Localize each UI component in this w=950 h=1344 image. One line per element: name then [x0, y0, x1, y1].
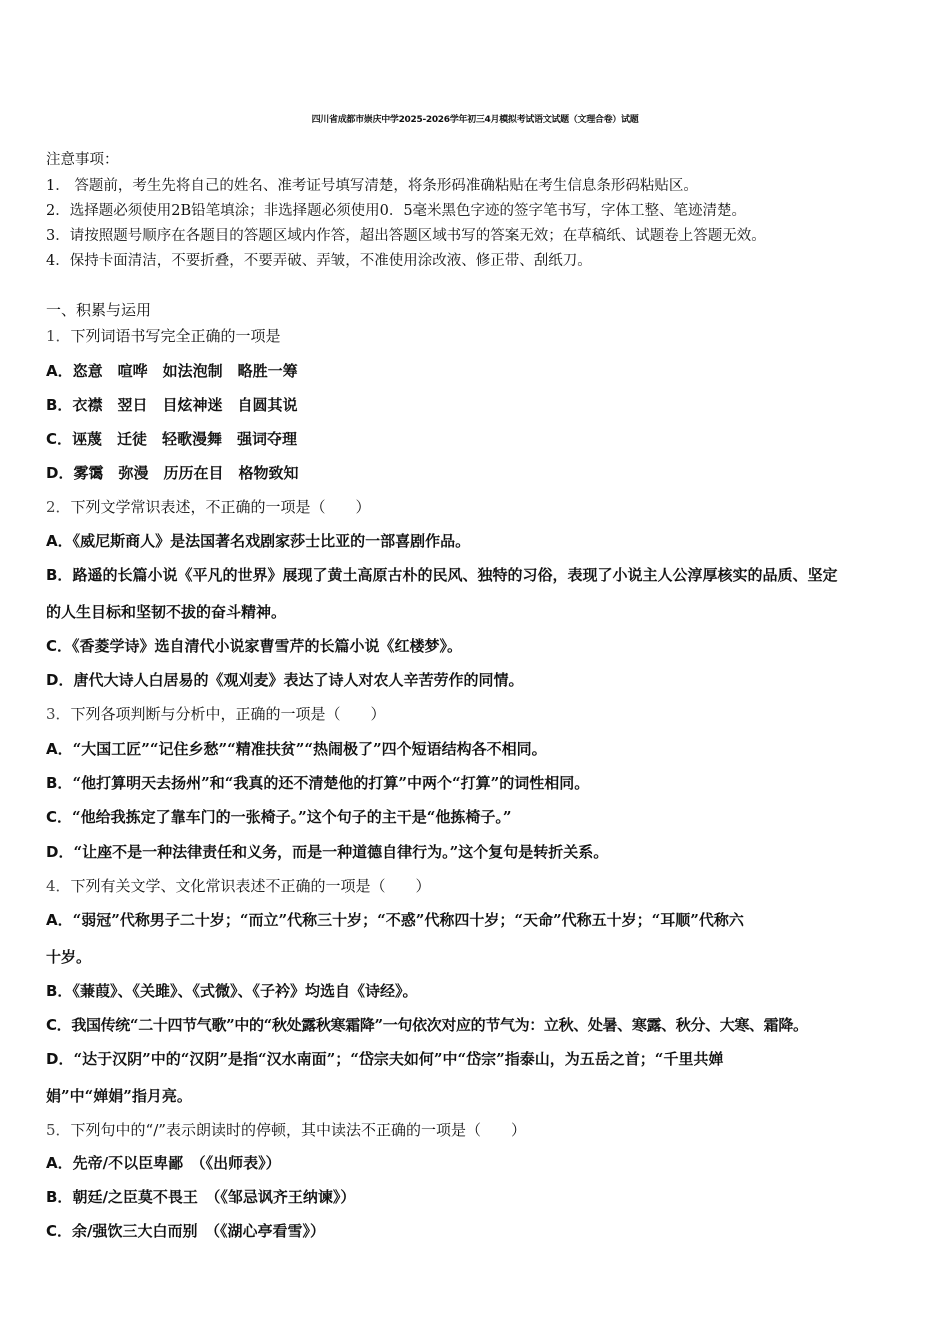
- option-label: D．: [46, 671, 74, 689]
- section-heading: 一、积累与运用: [46, 301, 152, 319]
- q3-option-b[interactable]: [46, 773, 589, 793]
- option-text: 我国传统“二十四节气歌”中的“秋处露秋寒霜降”一句依次对应的节气为：立秋、处暑、寒露、秋分、大寒、霜降。: [71, 1016, 808, 1034]
- q5-option-c[interactable]: [46, 1221, 325, 1241]
- question-number: 2．: [46, 498, 71, 516]
- q1-option-a[interactable]: [46, 361, 298, 381]
- option-label: A．: [46, 911, 73, 929]
- option-label: A．: [46, 1154, 73, 1172]
- option-text: 路遥的长篇小说《平凡的世界》展现了黄土高原古朴的民风、独特的习俗，表现了小说主人公淳厚核实的品质、坚定: [72, 566, 838, 584]
- option-text: 诬蔑 迁徒 轻歌漫舞 强词夺理: [72, 430, 298, 448]
- question-2: [46, 497, 371, 517]
- option-text: 《蒹葭》、《关雎》、《式微》、《子衿》均选自《诗经》。: [72, 982, 418, 1000]
- notice-heading: 注意事项：: [46, 152, 119, 168]
- question-1: [46, 326, 281, 346]
- q4-option-a-continued: 十岁。: [46, 948, 92, 966]
- q2-option-b[interactable]: [46, 565, 837, 585]
- notice-item: 4．保持卡面清洁，不要折叠，不要弄破、弄皱，不准使用涂改液、修正带、刮纸刀。: [46, 253, 592, 269]
- question-5: [46, 1120, 526, 1140]
- question-stem: 下列有关文学、文化常识表述不正确的一项是（ ）: [70, 877, 431, 895]
- question-stem: 下列各项判断与分析中，正确的一项是（ ）: [70, 705, 386, 723]
- option-label: C．: [46, 808, 73, 826]
- question-3: [46, 704, 386, 724]
- option-text: 恣意 喧哗 如法泡制 略胜一筹: [72, 362, 298, 380]
- option-text: 《香菱学诗》选自清代小说家曹雪芹的长篇小说《红楼梦》。: [72, 637, 463, 655]
- option-label: D．: [46, 1050, 74, 1068]
- option-label: B．: [46, 774, 73, 792]
- question-stem: 下列句中的“/”表示朗读时的停顿，其中读法不正确的一项是（ ）: [70, 1121, 526, 1139]
- option-label: C．: [46, 637, 73, 655]
- option-text: 《威尼斯商人》是法国著名戏剧家莎士比亚的一部喜剧作品。: [72, 532, 471, 550]
- option-label: C．: [46, 1222, 73, 1240]
- option-text: 衣襟 翌日 目炫神迷 自圆其说: [72, 396, 298, 414]
- q2-option-d[interactable]: [46, 670, 523, 690]
- q4-option-d[interactable]: [46, 1049, 723, 1069]
- option-text: “让座不是一种法律责任和义务，而是一种道德自律行为。”这个复句是转折关系。: [73, 843, 609, 861]
- q4-option-a[interactable]: [46, 910, 744, 930]
- option-label: A．: [46, 362, 73, 380]
- exam-title: 四川省成都市崇庆中学2025-2026学年初三4月模拟考试语文试题（文理合卷）试题: [311, 115, 639, 125]
- option-text: 余/强饮三大白而别 （《湖心亭看雪》）: [72, 1222, 325, 1240]
- option-label: D．: [46, 464, 74, 482]
- q3-option-c[interactable]: [46, 807, 512, 827]
- question-4: [46, 876, 431, 896]
- option-text: “弱冠”代称男子二十岁；“而立”代称三十岁；“不惑”代称四十岁；“天命”代称五十岁；“耳顺”代称六: [72, 911, 744, 929]
- q5-option-b[interactable]: [46, 1187, 355, 1207]
- option-text: 朝廷/之臣莫不畏王 （《邹忌讽齐王纳谏》）: [72, 1188, 356, 1206]
- option-label: A．: [46, 740, 73, 758]
- question-number: 1．: [46, 327, 71, 345]
- option-label: B．: [46, 396, 73, 414]
- q3-option-a[interactable]: [46, 739, 547, 759]
- option-label: B．: [46, 566, 73, 584]
- q2-option-b-continued: 的人生目标和坚韧不拔的奋斗精神。: [46, 603, 287, 621]
- notice-item: 2．选择题必须使用2B铅笔填涂；非选择题必须使用0．5毫米黑色字迹的签字笔书写，字体工整、笔迹清楚。: [46, 203, 747, 219]
- q4-option-d-continued: 娟”中“婵娟”指月亮。: [46, 1087, 192, 1105]
- notice-item: 3．请按照题号顺序在各题目的答题区域内作答，超出答题区域书写的答案无效；在草稿纸、试题卷上答题无效。: [46, 228, 766, 244]
- q5-option-a[interactable]: [46, 1153, 281, 1173]
- option-label: B．: [46, 1188, 73, 1206]
- question-number: 4．: [46, 877, 71, 895]
- q2-option-a[interactable]: [46, 531, 470, 551]
- option-label: D．: [46, 843, 74, 861]
- option-label: A．: [46, 532, 73, 550]
- q1-option-d[interactable]: [46, 463, 298, 483]
- option-label: C．: [46, 430, 73, 448]
- q4-option-b[interactable]: [46, 981, 417, 1001]
- option-text: “他给我拣定了靠车门的一张椅子。”这个句子的主干是“他拣椅子。”: [72, 808, 512, 826]
- question-stem: 下列文学常识表述，不正确的一项是（ ）: [70, 498, 371, 516]
- option-text: 唐代大诗人白居易的《观刈麦》表达了诗人对农人辛苦劳作的同情。: [73, 671, 524, 689]
- option-label: B．: [46, 982, 73, 1000]
- question-number: 3．: [46, 705, 71, 723]
- q4-option-c[interactable]: [46, 1015, 808, 1035]
- option-text: “大国工匠”“记住乡愁”“精准扶贫”“热闹极了”四个短语结构各不相同。: [72, 740, 547, 758]
- question-stem: 下列词语书写完全正确的一项是: [70, 327, 281, 345]
- option-text: “他打算明天去扬州”和“我真的还不清楚他的打算”中两个“打算”的词性相同。: [72, 774, 590, 792]
- question-number: 5．: [46, 1121, 71, 1139]
- option-label: C．: [46, 1016, 72, 1034]
- notice-item: 1． 答题前，考生先将自己的姓名、准考证号填写清楚，将条形码准确粘贴在考生信息条形码粘贴区。: [46, 178, 698, 194]
- q3-option-d[interactable]: [46, 842, 608, 862]
- q1-option-c[interactable]: [46, 429, 297, 449]
- option-text: 雾霭 弥漫 历历在目 格物致知: [73, 464, 299, 482]
- option-text: “达于汉阴”中的“汉阴”是指“汉水南面”；“岱宗夫如何”中“岱宗”指泰山，为五岳之首；“千里共婵: [73, 1050, 724, 1068]
- q1-option-b[interactable]: [46, 395, 297, 415]
- q2-option-c[interactable]: [46, 636, 462, 656]
- option-text: 先帝/不以臣卑鄙 （《出师表》）: [72, 1154, 281, 1172]
